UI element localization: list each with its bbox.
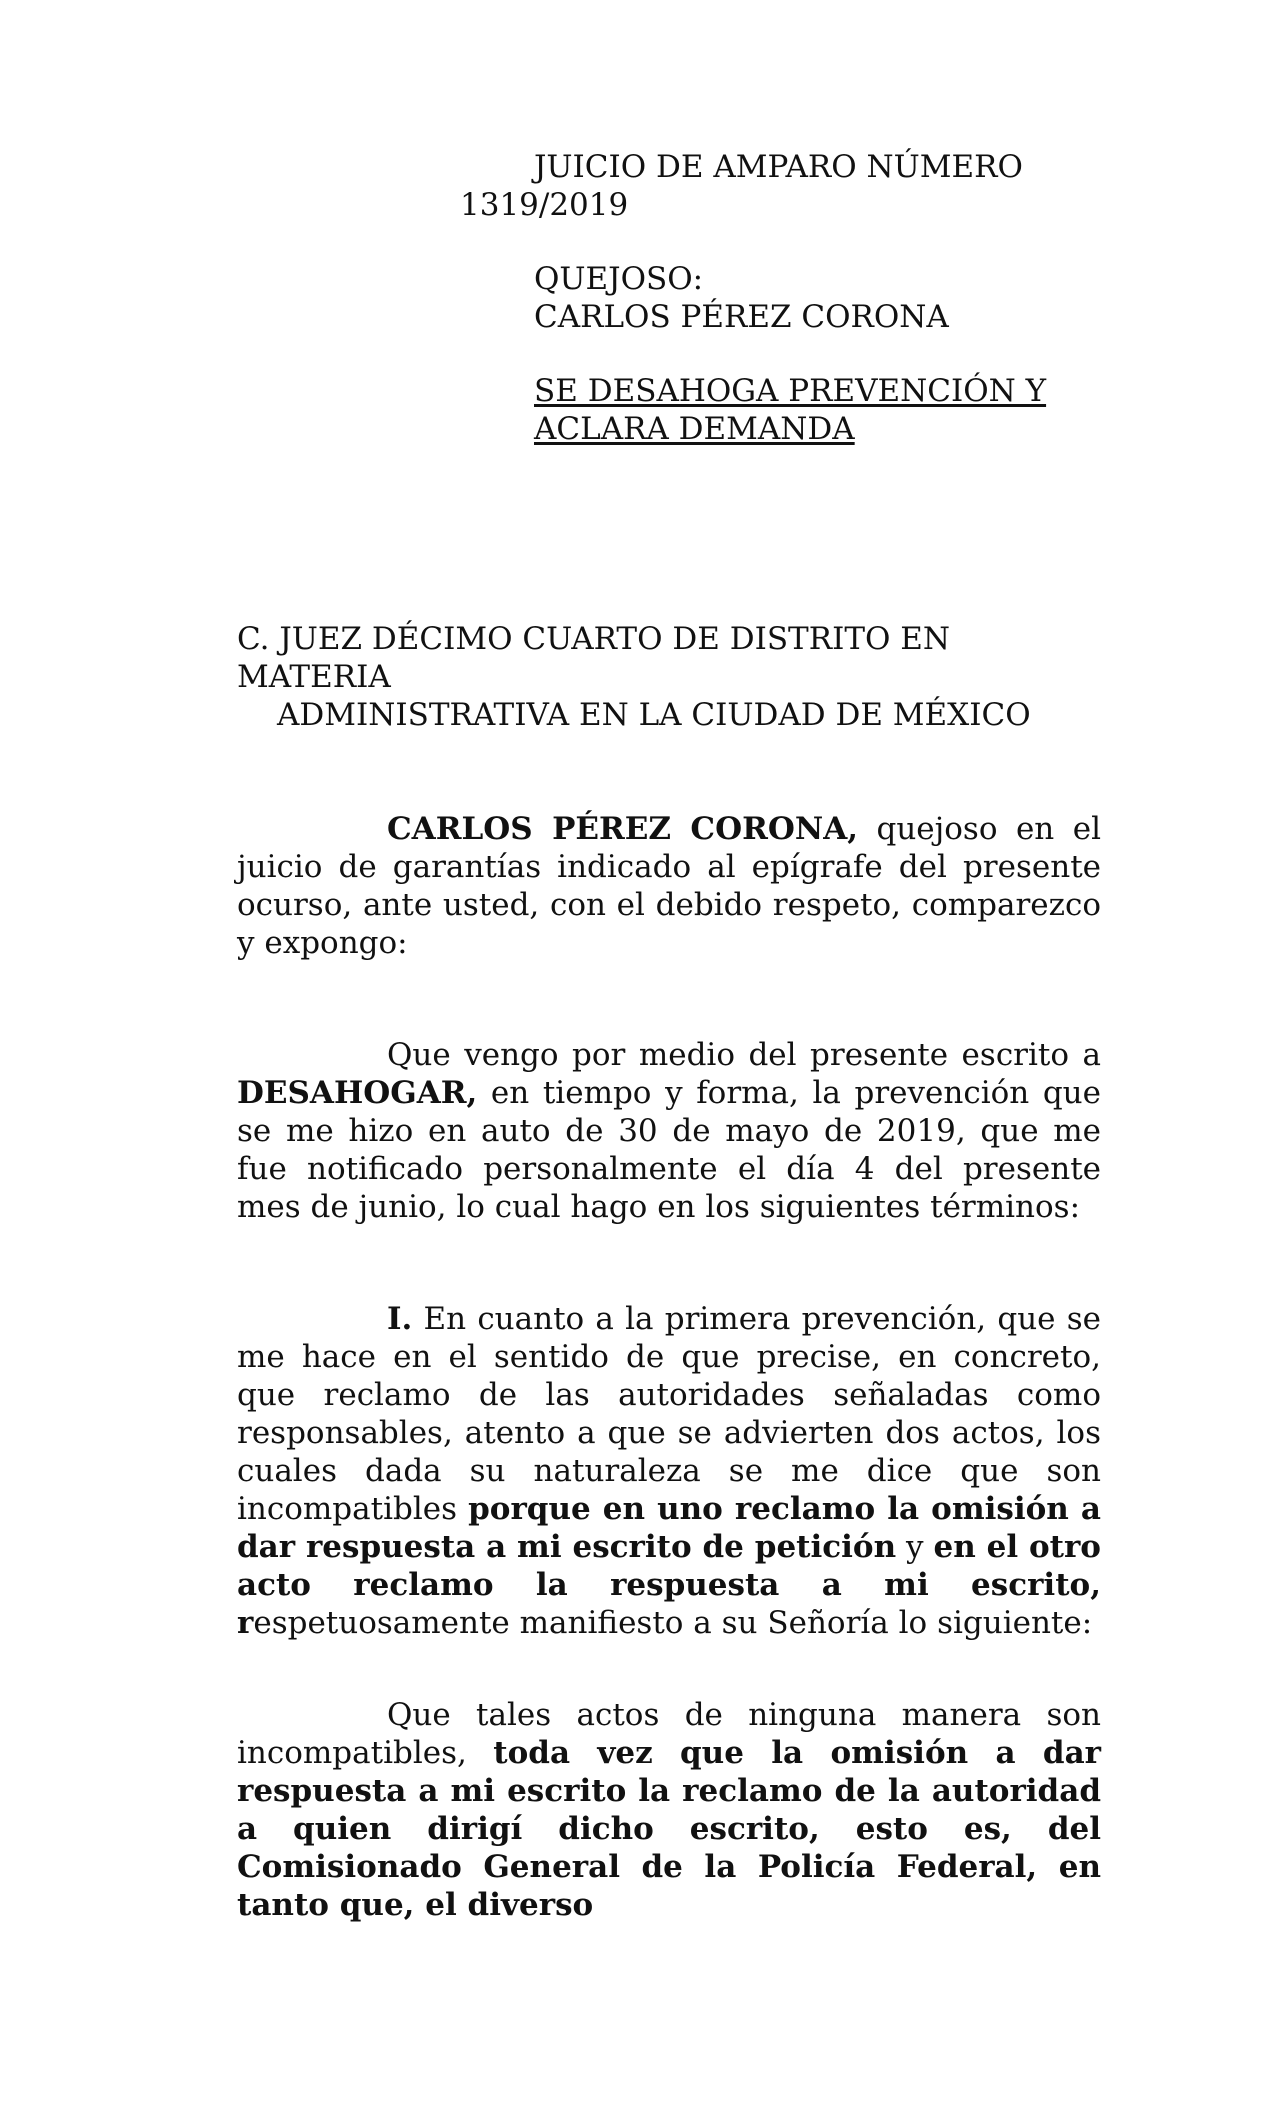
quejoso-name: CARLOS PÉREZ CORONA: [534, 299, 949, 335]
quejoso-block: [460, 260, 1100, 336]
paragraph-desahogo: [237, 1036, 1101, 1226]
desahogo-text-end: en tiempo y forma, la prevención que se me hizo en auto de 30 de mayo de 2019, que me fue notificado personalmente el día 4 del presente mes de junio, lo cual hago en los siguientes términos:: [237, 1075, 1101, 1225]
case-title-line1: JUICIO DE AMPARO NÚMERO: [534, 149, 1023, 185]
prevention-bold-2: en el otro acto reclamo la respuesta a mi escrito, r: [237, 1529, 1101, 1641]
prevention-mid: y: [896, 1529, 934, 1565]
intro-text: quejoso en el juicio de garantías indicado al epígrafe del presente ocurso, ante usted, con el debido respeto, comparezco y expongo:: [237, 811, 1101, 961]
subject-block: [460, 372, 1100, 448]
paragraph-intro: [237, 810, 1101, 962]
quejoso-label: QUEJOSO:: [534, 261, 704, 297]
prevention-end: espetuosamente manifiesto a su Señoría lo siguiente:: [253, 1605, 1093, 1641]
quejoso-name-bold: CARLOS PÉREZ CORONA,: [387, 811, 859, 847]
case-header: [460, 148, 1100, 448]
addressee-line1: C. JUEZ DÉCIMO CUARTO DE DISTRITO EN: [237, 621, 951, 657]
paragraph-first-prevention: [237, 1300, 1101, 1642]
addressee-line2: MATERIA: [237, 659, 391, 695]
compatibility-bold: toda vez que la omisión a dar respuesta a mi escrito la reclamo de la autoridad a quien dirigí dicho escrito, esto es, del Comisionado General de la Policía Federal, en tanto que, el diverso: [237, 1735, 1101, 1923]
prevention-bold-1: porque en uno reclamo la omisión a dar respuesta a mi escrito de petición: [237, 1491, 1101, 1565]
document-body: [237, 810, 1101, 1924]
desahogar-bold: DESAHOGAR,: [237, 1075, 478, 1111]
prevention-text: En cuanto a la primera prevención, que se me hace en el sentido de que precise, en concreto, que reclamo de las autoridades señaladas como responsables, atento a que se advierten dos actos, los cuales dada su naturaleza se me dice que son incompatibles: [237, 1301, 1101, 1527]
addressee-line3: ADMINISTRATIVA EN LA CIUDAD DE MÉXICO: [277, 697, 1031, 733]
paragraph-compatibility: [237, 1696, 1101, 1924]
desahogo-text-start: Que vengo por medio del presente escrito a: [387, 1037, 1101, 1073]
subject-line1: SE DESAHOGA PREVENCIÓN Y: [534, 373, 1047, 409]
subject-line2: ACLARA DEMANDA: [534, 411, 855, 447]
roman-numeral-one: I.: [387, 1301, 413, 1337]
addressee-block: [237, 620, 1097, 734]
compatibility-text: Que tales actos de ninguna manera son incompatibles,: [237, 1697, 1101, 1771]
case-number: 1319/2019: [460, 187, 629, 223]
